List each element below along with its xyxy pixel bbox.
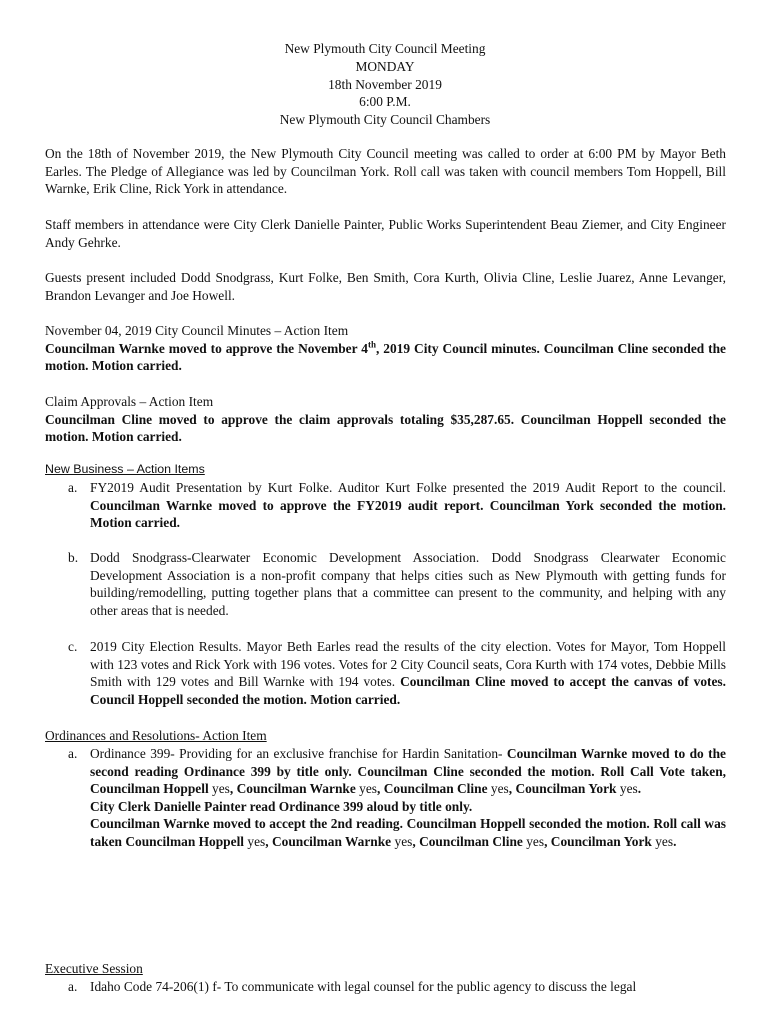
meeting-header: [0, 40, 770, 129]
list-marker: a.: [68, 480, 78, 495]
claims-section: [45, 393, 726, 446]
minutes-heading: November 04, 2019 City Council Minutes – Action Item: [45, 323, 349, 338]
list-marker: a.: [68, 979, 78, 994]
minutes-section: [45, 322, 726, 375]
list-item: a. FY2019 Audit Presentation by Kurt Folke. Auditor Kurt Folke presented the 2019 Audit Report to the council. Councilman Warnke moved to approve the FY2019 audit report. Councilman York seconded the motion. Motion carried.: [68, 480, 726, 531]
list-marker: b.: [68, 550, 79, 565]
claims-motion: Councilman Cline moved to approve the claim approvals totaling $35,287.65. Councilman Hoppell seconded the motion. Motion carried.: [45, 411, 726, 445]
list-marker: a.: [68, 746, 78, 761]
minutes-motion: Councilman Warnke moved to approve the November 4th, 2019 City Council minutes. Councilman Cline seconded the motion. Motion carried.: [45, 339, 727, 374]
list-item: c. 2019 City Election Results. Mayor Beth Earles read the results of the city election. Votes for Mayor, Tom Hoppell with 123 votes and Rick York with 196 votes. Votes for 2 City Council seats, Cora Kurth with 174 votes, Debbie Mills Smith with 129 votes and Bill Warnke with 194 votes. Councilman Cline moved to accept the canvas of votes. Council Hoppell seconded the motion. Motion carried.: [68, 639, 726, 707]
ordinances-heading: Ordinances and Resolutions- Action Item: [45, 728, 267, 743]
ordinance-item: a. Ordinance 399- Providing for an exclusive franchise for Hardin Sanitation- Councilman Warnke moved to do the second reading Ordinance 399 by title only. Councilman Cline seconded the motion. Roll Call Vote taken, Councilman Hoppell yes, Councilman Warnke yes, Councilman Cline yes, Councilman York yes. City Clerk Danielle Painter read Ordinance 399 aloud by title only. Councilman Warnke moved to accept the 2nd reading. Councilman Hoppell seconded the motion. Roll call was taken Councilman Hoppell yes, Councilman Warnke yes, Councilman Cline yes, Councilman York yes.: [68, 746, 726, 849]
meeting-day: MONDAY: [355, 58, 415, 74]
executive-session-heading: Executive Session: [45, 961, 143, 976]
list-item: b. Dodd Snodgrass-Clearwater Economic Development Association. Dodd Snodgrass Clearwater Economic Development Association is a non-profit company that helps cities such as New Plymouth with getting funds for building/remodelling, putting together plans that a committee can present to the community, and helping with any other areas that is needed.: [68, 550, 726, 618]
guests-paragraph: Guests present included Dodd Snodgrass, Kurt Folke, Ben Smith, Cora Kurth, Olivia Cline, Leslie Juarez, Anne Levanger, Brandon Levanger and Joe Howell.: [45, 270, 726, 303]
claims-heading: Claim Approvals – Action Item: [45, 394, 214, 409]
meeting-time: 6:00 P.M.: [359, 94, 411, 110]
list-item: a. Idaho Code 74-206(1) f- To communicate with legal counsel for the public agency to discuss the legal: [68, 979, 637, 994]
meeting-date: 18th November 2019: [328, 76, 442, 92]
staff-paragraph: Staff members in attendance were City Clerk Danielle Painter, Public Works Superintendent Beau Ziemer, and City Engineer Andy Gehrke.: [45, 217, 726, 250]
list-marker: c.: [68, 639, 78, 654]
new-business-heading: New Business – Action Items: [45, 462, 205, 476]
meeting-title: New Plymouth City Council Meeting: [284, 41, 486, 56]
meeting-location: New Plymouth City Council Chambers: [279, 112, 491, 128]
call-to-order-paragraph: On the 18th of November 2019, the New Plymouth City Council meeting was called to order at 6:00 PM by Mayor Beth Earles. The Pledge of Allegiance was led by Councilman York. Roll call was taken with council members Tom Hoppell, Bill Warnke, Erik Cline, Rick York in attendance.: [45, 146, 726, 197]
